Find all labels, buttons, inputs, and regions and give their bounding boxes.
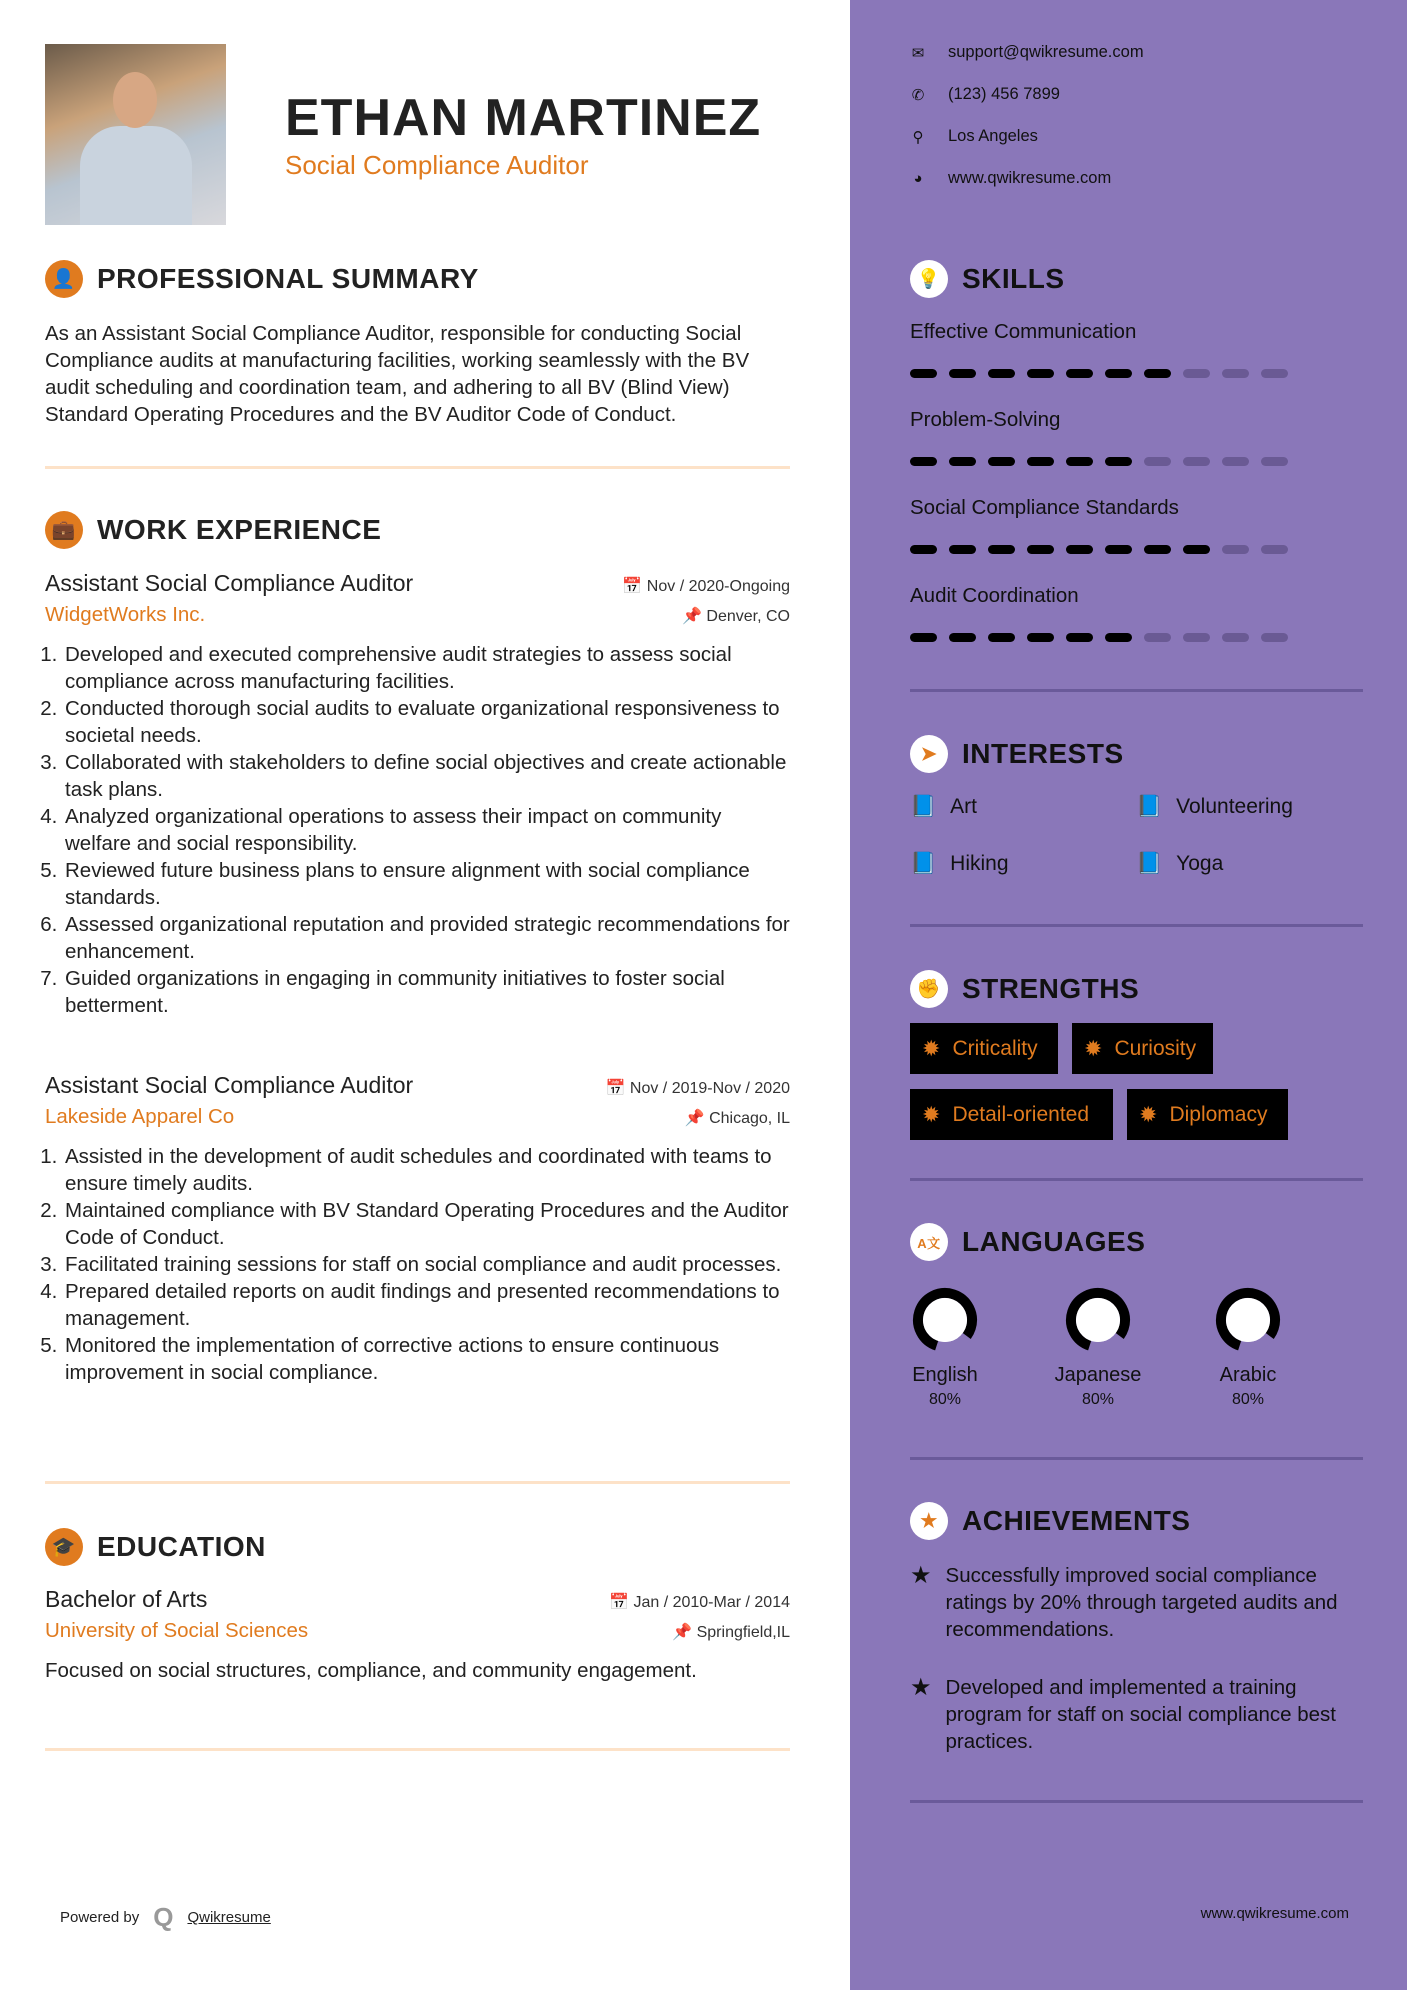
skill-level-dash	[988, 545, 1015, 554]
contact-website	[910, 169, 1111, 188]
footer-website-link[interactable]: www.qwikresume.com	[1200, 1905, 1349, 1922]
heading-text: WORK EXPERIENCE	[97, 514, 382, 545]
envelope-icon: ✉	[911, 44, 925, 62]
skill-level-dash	[1105, 545, 1132, 554]
job-duties	[45, 641, 790, 1019]
skill-level-dash	[949, 545, 976, 554]
skill-name: Problem-Solving	[910, 408, 1061, 431]
interest-item	[1136, 852, 1223, 876]
phone-icon: ✆	[911, 86, 925, 104]
skill-level-dash	[949, 457, 976, 466]
skill-level-dash	[1105, 633, 1132, 642]
translate-icon: A文	[910, 1223, 948, 1261]
interest-label: Hiking	[950, 852, 1009, 875]
skill-level-dash	[949, 369, 976, 378]
paper-plane-icon: ➤	[910, 735, 948, 773]
pin-icon: 📌	[684, 1110, 710, 1127]
strength-tag	[910, 1023, 1058, 1074]
job-date: Nov / 2020-Ongoing	[646, 578, 790, 595]
book-icon: 📘	[1136, 795, 1163, 818]
qwikresume-logo-icon: Q	[153, 1902, 174, 1932]
badge-icon: ✹	[922, 1035, 941, 1061]
skill-name: Social Compliance Standards	[910, 496, 1179, 519]
skill-level-dash	[1027, 545, 1054, 554]
divider	[45, 466, 790, 469]
strength-tag	[1127, 1089, 1288, 1140]
skill-level-dash	[1222, 633, 1249, 642]
list-item: 1. Developed and executed comprehensive audit strategies to assess social compliance across manufacturing facilities.	[63, 641, 790, 695]
strength-label: Detail-oriented	[952, 1102, 1090, 1126]
powered-by-text: Powered by	[60, 1909, 140, 1926]
skill-level-dash	[1183, 457, 1210, 466]
book-icon: 📘	[910, 795, 937, 818]
skill-level-dash	[1027, 369, 1054, 378]
skill-level-dash	[1144, 369, 1171, 378]
pin-icon: 📌	[682, 608, 707, 625]
interest-label: Yoga	[1176, 852, 1224, 875]
language-item	[1038, 1287, 1158, 1409]
skills-heading	[910, 260, 1065, 298]
language-name: English	[912, 1364, 978, 1386]
website-text: www.qwikresume.com	[948, 169, 1112, 187]
graduation-icon: 🎓	[45, 1528, 83, 1566]
degree: Bachelor of Arts	[45, 1586, 208, 1612]
badge-icon: ✹	[922, 1101, 941, 1127]
language-donut	[912, 1287, 978, 1353]
heading-text: STRENGTHS	[962, 973, 1140, 1004]
badge-icon: ✹	[1084, 1035, 1103, 1061]
divider	[45, 1748, 790, 1751]
skill-level-dash	[910, 457, 937, 466]
interest-label: Art	[950, 795, 977, 818]
language-name: Arabic	[1219, 1364, 1277, 1386]
skill-level-dash	[1066, 369, 1093, 378]
heading-text: INTERESTS	[962, 738, 1124, 769]
language-donut	[1065, 1287, 1131, 1353]
skill-level-dash	[1105, 457, 1132, 466]
divider	[45, 1481, 790, 1484]
skill-level-dash	[1144, 633, 1171, 642]
skill-level-dash	[1066, 457, 1093, 466]
list-item: 5. Reviewed future business plans to ensure alignment with social compliance standards.	[63, 857, 790, 911]
sidebar	[850, 0, 1407, 1990]
strength-label: Diplomacy	[1169, 1102, 1268, 1126]
achievement-text: Successfully improved social compliance ratings by 20% through targeted audits and recommendations.	[945, 1564, 1338, 1641]
phone-text: (123) 456 7899	[948, 85, 1060, 103]
job-location: Denver, CO	[706, 608, 790, 625]
skill-level-meter	[910, 369, 1288, 378]
list-item: 7. Guided organizations in engaging in community initiatives to foster social betterment.	[63, 965, 790, 1019]
skill-level-dash	[1144, 457, 1171, 466]
list-item: 3. Collaborated with stakeholders to define social objectives and create actionable task plans.	[63, 749, 790, 803]
fist-icon: ✊	[910, 970, 948, 1008]
skill-level-dash	[1222, 457, 1249, 466]
skill-name: Effective Communication	[910, 320, 1137, 343]
achievements-heading	[910, 1502, 1190, 1540]
job-role: Assistant Social Compliance Auditor	[45, 570, 414, 596]
job-date: Nov / 2019-Nov / 2020	[629, 1080, 790, 1097]
skill-level-dash	[1261, 457, 1288, 466]
heading-text: PROFESSIONAL SUMMARY	[97, 263, 479, 294]
skill-level-dash	[1222, 369, 1249, 378]
education-entry	[45, 1586, 790, 1684]
briefcase-icon: 💼	[45, 511, 83, 549]
star-badge-icon: ★	[910, 1502, 948, 1540]
skill-level-meter	[910, 633, 1288, 642]
interest-item	[910, 852, 1009, 876]
skill-level-dash	[1222, 545, 1249, 554]
edu-date: Jan / 2010-Mar / 2014	[633, 1594, 790, 1611]
skill-name: Audit Coordination	[910, 584, 1079, 607]
language-percent: 80%	[1081, 1391, 1115, 1408]
skill-level-dash	[1027, 457, 1054, 466]
job-entry	[45, 570, 790, 1019]
achievement-text: Developed and implemented a training program for staff on social compliance best practices.	[945, 1676, 1336, 1753]
strengths-heading	[910, 970, 1139, 1008]
calendar-icon: 📅	[605, 1080, 630, 1097]
list-item: 4. Analyzed organizational operations to assess their impact on community welfare and social responsibility.	[63, 803, 790, 857]
education-heading	[45, 1528, 266, 1566]
skill-level-dash	[1261, 369, 1288, 378]
edu-location: Springfield,IL	[696, 1624, 790, 1641]
language-percent: 80%	[1231, 1391, 1265, 1408]
globe-icon: ◕	[913, 170, 923, 187]
badge-icon: ✹	[1139, 1101, 1158, 1127]
skill-level-dash	[910, 369, 937, 378]
achievement-item	[910, 1562, 1360, 1643]
list-item: 2. Conducted thorough social audits to evaluate organizational responsiveness to societal needs.	[63, 695, 790, 749]
job-role: Assistant Social Compliance Auditor	[45, 1072, 414, 1098]
skill-level-meter	[910, 545, 1288, 554]
skill-level-dash	[910, 633, 937, 642]
skill-level-dash	[988, 457, 1015, 466]
heading-text: LANGUAGES	[962, 1226, 1146, 1257]
strength-tag	[1072, 1023, 1213, 1074]
qwikresume-link[interactable]: Qwikresume	[187, 1909, 271, 1926]
contact-phone	[910, 85, 1060, 104]
languages-heading	[910, 1223, 1145, 1261]
interests-heading	[910, 735, 1124, 773]
list-item: 5. Monitored the implementation of corrective actions to ensure continuous improvement in social compliance.	[63, 1332, 790, 1386]
skill-level-dash	[1066, 545, 1093, 554]
summary-text: As an Assistant Social Compliance Auditor, responsible for conducting Social Compliance audits at manufacturing facilities, working seamlessly with the BV audit scheduling and coordination team, and adhering to all BV (Blind View) Standard Operating Procedures and the BV Auditor Code of Conduct.	[45, 322, 750, 426]
job-duties	[45, 1143, 790, 1386]
lightbulb-icon: 💡	[910, 260, 948, 298]
skill-level-dash	[949, 633, 976, 642]
strength-tag	[910, 1089, 1113, 1140]
calendar-icon: 📅	[622, 578, 647, 595]
contact-email	[910, 43, 1144, 62]
skill-level-meter	[910, 457, 1288, 466]
skill-level-dash	[1261, 545, 1288, 554]
school: University of Social Sciences	[45, 1619, 309, 1642]
job-company: Lakeside Apparel Co	[45, 1105, 235, 1128]
user-icon: 👤	[45, 260, 83, 298]
candidate-name: ETHAN MARTINEZ	[285, 89, 762, 147]
job-company: WidgetWorks Inc.	[45, 603, 206, 626]
language-item	[885, 1287, 1005, 1409]
skill-level-dash	[1027, 633, 1054, 642]
book-icon: 📘	[1136, 852, 1163, 875]
star-icon: ★	[910, 1562, 932, 1589]
skill-level-dash	[988, 369, 1015, 378]
interest-item	[910, 795, 977, 819]
language-donut	[1215, 1287, 1281, 1353]
skill-level-dash	[1183, 545, 1210, 554]
skill-level-dash	[1183, 369, 1210, 378]
skill-level-dash	[1261, 633, 1288, 642]
job-location: Chicago, IL	[709, 1110, 790, 1127]
skill-level-dash	[1105, 369, 1132, 378]
book-icon: 📘	[910, 852, 937, 875]
summary-heading	[45, 260, 479, 298]
heading-text: EDUCATION	[97, 1531, 266, 1562]
list-item: 1. Assisted in the development of audit schedules and coordinated with teams to ensure timely audits.	[63, 1143, 790, 1197]
language-item	[1188, 1287, 1308, 1409]
calendar-icon: 📅	[609, 1594, 634, 1611]
contact-location	[910, 127, 1038, 146]
achievement-item	[910, 1674, 1360, 1755]
divider	[910, 689, 1363, 692]
job-entry	[45, 1072, 790, 1386]
skill-level-dash	[910, 545, 937, 554]
divider	[910, 1178, 1363, 1181]
email-text: support@qwikresume.com	[948, 43, 1144, 61]
strength-label: Curiosity	[1114, 1036, 1197, 1060]
heading-text: ACHIEVEMENTS	[962, 1505, 1191, 1536]
star-icon: ★	[910, 1674, 932, 1701]
profile-photo	[45, 44, 226, 225]
heading-text: SKILLS	[962, 263, 1065, 294]
skill-level-dash	[1183, 633, 1210, 642]
divider	[910, 924, 1363, 927]
candidate-title: Social Compliance Auditor	[285, 150, 589, 180]
strength-label: Criticality	[952, 1036, 1038, 1060]
divider	[910, 1457, 1363, 1460]
divider	[910, 1800, 1363, 1803]
list-item: 6. Assessed organizational reputation and provided strategic recommendations for enhancement.	[63, 911, 790, 965]
powered-by	[60, 1902, 271, 1933]
language-percent: 80%	[928, 1391, 962, 1408]
interest-label: Volunteering	[1176, 795, 1293, 818]
list-item: 3. Facilitated training sessions for staff on social compliance and audit processes.	[63, 1251, 790, 1278]
language-name: Japanese	[1054, 1364, 1142, 1386]
experience-heading	[45, 511, 381, 549]
skill-level-dash	[988, 633, 1015, 642]
list-item: 2. Maintained compliance with BV Standard Operating Procedures and the Auditor Code of Conduct.	[63, 1197, 790, 1251]
pin-icon: 📌	[672, 1624, 697, 1641]
list-item: 4. Prepared detailed reports on audit findings and presented recommendations to management.	[63, 1278, 790, 1332]
map-pin-icon: ⚲	[912, 128, 924, 146]
interest-item	[1136, 795, 1293, 819]
skill-level-dash	[1066, 633, 1093, 642]
edu-description: Focused on social structures, compliance, and community engagement.	[45, 1659, 697, 1682]
location-text: Los Angeles	[948, 127, 1038, 145]
skill-level-dash	[1144, 545, 1171, 554]
